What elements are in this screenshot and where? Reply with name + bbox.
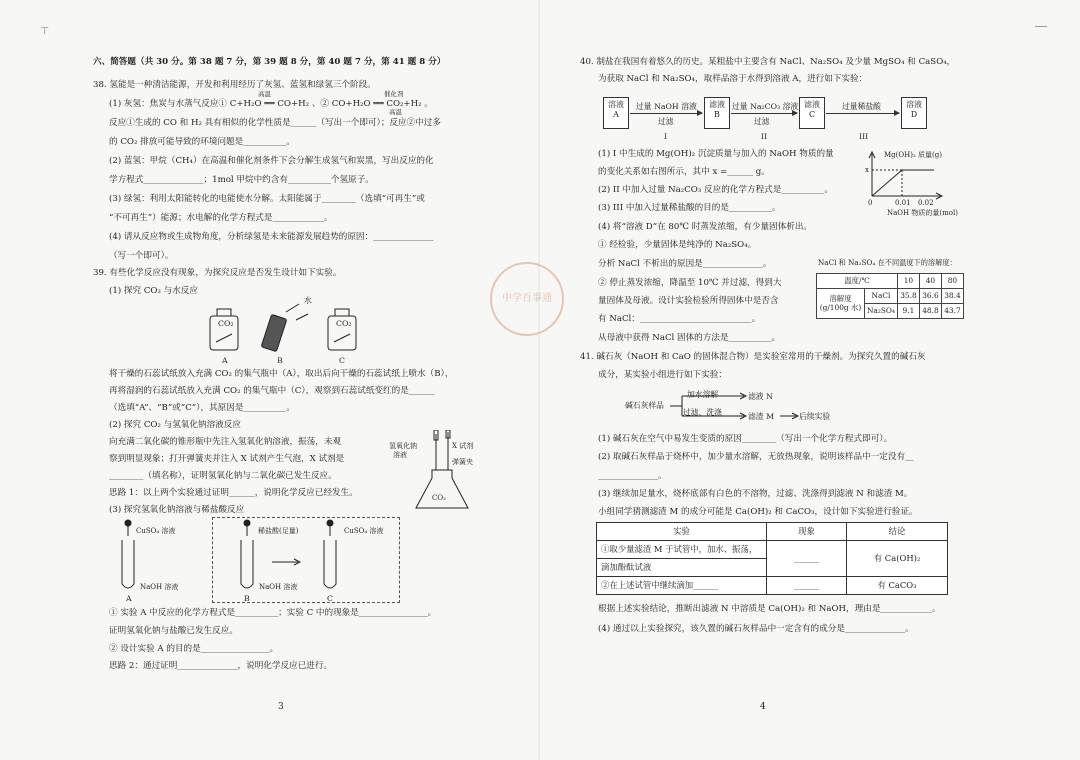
table-cell: 9.1 bbox=[897, 304, 919, 319]
q40-line: 分析 NaCl 不析出的原因是______________。 bbox=[598, 259, 772, 269]
flow-box-text: D bbox=[910, 110, 918, 119]
q40-line: 从母液中获得 NaCl 固体的方法是__________。 bbox=[598, 333, 781, 343]
flow-box-text: 溶液 bbox=[608, 100, 624, 109]
flow-arrow bbox=[731, 113, 797, 114]
q39-line: ① 实验 A 中反应的化学方程式是__________；实验 C 中的现象是________________。 bbox=[109, 608, 437, 618]
q41-line: (3) 继续加足量水，烧杯底部有白色的不溶物，过滤、洗涤得到滤液 N 和滤渣 M。 bbox=[598, 489, 913, 499]
q41-line: 成分，某实验小组进行如下实验： bbox=[598, 370, 727, 380]
q38-line: (1) 灰氢：焦炭与水蒸气反应① C+H₂O ══ CO+H₂ 、② CO+H₂O ══ CO₂+H₂ 。 bbox=[109, 99, 433, 109]
table-cell-text: (g/100g 水) bbox=[819, 302, 862, 312]
flow-step-number: I bbox=[664, 132, 668, 141]
flask-label: 溶液 bbox=[393, 451, 407, 459]
q38-condition: 高温 bbox=[258, 90, 271, 98]
apparatus-label: C bbox=[339, 356, 345, 365]
q40-line: (1) I 中生成的 Mg(OH)₂ 沉淀质量与加入的 NaOH 物质的量 bbox=[598, 149, 834, 159]
tube-label: 稀盐酸(足量) bbox=[258, 527, 299, 535]
table-cell-text: 溶解度 bbox=[829, 293, 852, 303]
q41-line: (4) 通过以上实验探究，该久置的碱石灰样品中一定含有的成分是______________。 bbox=[598, 624, 914, 634]
table-cell: 温度/℃ bbox=[817, 274, 898, 289]
q40-line: 有 NaCl：__________________________。 bbox=[598, 314, 761, 324]
flow-step: 过滤 bbox=[754, 117, 770, 126]
q38-condition: 催化剂 bbox=[384, 90, 404, 98]
flow2-filtrate: 滤液 N bbox=[748, 392, 773, 401]
flow-box-text: 滤液 bbox=[709, 100, 725, 109]
q41-line: (1) 碱石灰在空气中易发生变质的原因________（写出一个化学方程式即可）。 bbox=[598, 434, 893, 444]
table-header: 结论 bbox=[847, 523, 948, 541]
gas-jar-c bbox=[328, 309, 356, 350]
q40-line: 40. 制盐在我国有着悠久的历史。某粗盐中主要含有 NaCl、Na₂SO₄ 及少量 MgSO₄ 和 CaSO₄， bbox=[580, 57, 956, 67]
table-cell: 滴加酚酞试液 bbox=[597, 559, 767, 577]
q38-line: 38. 氢能是一种清洁能源，开发和利用经历了灰氢、蓝氢和绿氢三个阶段。 bbox=[93, 80, 376, 90]
table-cell bbox=[817, 289, 865, 319]
q41-line: 根据上述实验结论，推断出滤液 N 中溶质是 Ca(OH)₂ 和 NaOH，理由是____________。 bbox=[598, 604, 941, 614]
flow-reagent: 过量 Na₂CO₃ 溶液 bbox=[732, 102, 799, 111]
table-cell: 80 bbox=[941, 274, 963, 289]
section-title: 六、简答题（共 30 分。第 38 题 7 分，第 39 题 8 分，第 40 题 7 分，第 41 题 8 分） bbox=[93, 57, 446, 67]
flask-label: X 试剂 bbox=[452, 442, 474, 450]
q41-line: 小组同学猜测滤渣 M 的成分可能是 Ca(OH)₂ 和 CaCO₃，设计如下实验进行验证。 bbox=[598, 507, 918, 517]
table-cell: 有 Ca(OH)₂ bbox=[847, 541, 948, 577]
flow2-step: 过滤、洗涤 bbox=[683, 408, 722, 417]
q41-line: ______________。 bbox=[598, 471, 667, 481]
q38-line: “不可再生”）能源；水电解的化学方程式是____________。 bbox=[109, 213, 333, 223]
q38-line: 的 CO₂ 排放可能导致的环境问题是__________。 bbox=[109, 137, 295, 147]
table-cell: 43.7 bbox=[941, 304, 963, 319]
apparatus-label: A bbox=[222, 356, 228, 365]
page-number: 4 bbox=[760, 702, 766, 712]
table-header-row bbox=[597, 523, 948, 541]
q39-line: 思路 1：以上两个实验通过证明______，说明化学反应已经发生。 bbox=[109, 488, 358, 498]
q39-line: (2) 探究 CO₂ 与氢氧化钠溶液反应 bbox=[109, 420, 241, 430]
tube-label: CuSO₄ 溶液 bbox=[344, 527, 384, 535]
graph-xtick: 0 bbox=[868, 199, 873, 207]
q40-line: ② 停止蒸发浓缩，降温至 10℃ 并过滤，得到大 bbox=[598, 278, 782, 288]
flow-reagent: 过量 NaOH 溶液 bbox=[636, 102, 697, 111]
page-number: 3 bbox=[278, 702, 284, 712]
q39-line: 察到明显现象；打开弹簧夹并注入 X 试剂产生气泡，X 试剂是 bbox=[109, 454, 345, 464]
q38-line: (3) 绿氢：利用太阳能转化的电能使水分解。太阳能属于________（选填“可再生”或 bbox=[109, 194, 425, 204]
flow-box-text: A bbox=[613, 110, 619, 119]
tube-label: A bbox=[126, 594, 132, 603]
q39-line: （选填“A”、“B”或“C”），其原因是__________。 bbox=[109, 403, 295, 413]
q39-line: ② 设计实验 A 的目的是________________。 bbox=[109, 644, 279, 654]
flow-box-b bbox=[704, 97, 730, 129]
tube-label: CuSO₄ 溶液 bbox=[136, 527, 176, 535]
flow-box-text: 溶液 bbox=[906, 100, 922, 109]
q39-line: 思路 2：通过证明______________，说明化学反应已进行。 bbox=[109, 661, 333, 671]
q38-line: 学方程式______________；1mol 甲烷中约含有__________个氢原子。 bbox=[109, 175, 374, 185]
watermark-text: 中学百事通 bbox=[502, 293, 552, 304]
spray-bottle bbox=[261, 304, 308, 352]
table-cell: ②在上述试管中继续滴加______ bbox=[597, 577, 767, 595]
table-cell: 10 bbox=[897, 274, 919, 289]
q39-line: (3) 探究氢氧化钠溶液与稀盐酸反应 bbox=[109, 505, 245, 515]
q41-line: 41. 碱石灰（NaOH 和 CaO 的固体混合物）是实验室常用的干燥剂。为探究久置的碱石灰 bbox=[580, 352, 926, 362]
q40-line: 量固体及母液。设计实验检验所得固体中是否含 bbox=[598, 296, 779, 306]
graph-ylabel: Mg(OH)₂ 质量(g) bbox=[884, 151, 942, 159]
tube-label: NaOH 溶液 bbox=[259, 583, 298, 591]
tube-label: C bbox=[327, 594, 333, 603]
apparatus-label: 水 bbox=[304, 296, 312, 305]
graph-rise bbox=[872, 170, 902, 196]
q38-line: (4) 请从反应物或生成物角度，分析绿氢是未来能源发展趋势的原因：______________ bbox=[109, 232, 434, 242]
graph-xtick: 0.02 bbox=[918, 199, 934, 207]
flow-step-number: II bbox=[761, 132, 768, 141]
table-cell: 36.6 bbox=[919, 289, 941, 304]
flow2-step: 加水溶解 bbox=[687, 390, 719, 399]
q40-line: 的变化关系如右图所示，其中 x =______ g。 bbox=[598, 167, 770, 177]
solubility-caption: NaCl 和 Na₂SO₄ 在不同温度下的溶解度： bbox=[818, 258, 957, 267]
apparatus-label: CO₂ bbox=[218, 319, 234, 328]
flow-box-text: B bbox=[714, 110, 720, 119]
flow-box-c bbox=[799, 97, 825, 129]
table-row bbox=[597, 577, 948, 595]
q39-line: 将干燥的石蕊试纸放入充满 CO₂ 的集气瓶中（A），取出后向干燥的石蕊试纸上喷水（B）， bbox=[109, 369, 454, 379]
q39-line: 证明氢氧化钠与盐酸已发生反应。 bbox=[109, 626, 238, 636]
flask-label: CO₂ bbox=[432, 494, 446, 502]
q40-line: ① 经检验，少量固体是纯净的 Na₂SO₄。 bbox=[598, 240, 757, 250]
table-cell: ①取少量滤渣 M 于试管中，加水、振荡， bbox=[597, 541, 767, 559]
flask-label: 弹簧夹 bbox=[452, 458, 473, 466]
q38-line: 反应①生成的 CO 和 H₂ 具有相似的化学性质是______（写出一个即可）；反应②中过多 bbox=[109, 118, 441, 128]
flow2-sample: 碱石灰样品 bbox=[625, 401, 664, 410]
table-row bbox=[817, 274, 964, 289]
table-cell: 38.4 bbox=[941, 289, 963, 304]
flow-box-text: 滤液 bbox=[804, 100, 820, 109]
q38-condition: 高温 bbox=[389, 108, 402, 116]
apparatus-label: B bbox=[277, 356, 283, 365]
q38-line: （写一个即可）。 bbox=[109, 251, 174, 261]
q40-line: (4) 将“溶液 D”在 80℃ 时蒸发浓缩，有少量固体析出。 bbox=[598, 222, 813, 232]
watermark-stamp bbox=[490, 262, 564, 336]
graph-xlabel: NaOH 物质的量(mol) bbox=[887, 209, 958, 217]
flow-arrow bbox=[826, 113, 899, 114]
flow-step-number: III bbox=[859, 132, 869, 141]
flow-box-text: C bbox=[808, 110, 816, 119]
experiment-table bbox=[596, 522, 948, 595]
table-cell: 40 bbox=[919, 274, 941, 289]
q39-line: 39. 有些化学反应没有现象，为探究反应是否发生设计如下实验。 bbox=[93, 268, 342, 278]
table-cell: NaCl bbox=[865, 289, 898, 304]
q41-line: (2) 取碱石灰样品于烧杯中，加少量水溶解，无放热现象，说明该样品中一定没有__ bbox=[598, 452, 914, 462]
flow-arrow bbox=[630, 113, 702, 114]
table-cell: 有 CaCO₃ bbox=[847, 577, 948, 595]
q39-line: (1) 探究 CO₂ 与水反应 bbox=[109, 286, 198, 296]
tube-label: B bbox=[244, 594, 250, 603]
graph-xtick: 0.01 bbox=[895, 199, 911, 207]
q39-line: 向充满二氧化碳的锥形瓶中先注入氢氧化钠溶液，振荡，未观 bbox=[109, 437, 342, 447]
table-cell: ______ bbox=[767, 541, 847, 577]
flow2-residue: 滤渣 M bbox=[748, 412, 775, 421]
flask-label: 氢氧化钠 bbox=[389, 442, 417, 450]
table-cell: Na₂SO₄ bbox=[865, 304, 898, 319]
tube-label: NaOH 溶液 bbox=[140, 583, 179, 591]
q40-line: (2) II 中加入过量 Na₂CO₃ 反应的化学方程式是__________。 bbox=[598, 185, 833, 195]
table-row bbox=[597, 541, 948, 559]
table-cell: ______ bbox=[767, 577, 847, 595]
flow-reagent: 过量稀盐酸 bbox=[842, 102, 881, 111]
flow-step: 过滤 bbox=[658, 117, 674, 126]
q38-line: (2) 蓝氢：甲烷（CH₄）在高温和催化剂条件下会分解生成氢气和炭黑，写出反应的化 bbox=[109, 156, 434, 166]
flow2-next: 后续实验 bbox=[799, 412, 831, 421]
corner-mark bbox=[1035, 26, 1047, 27]
graph-ytick: x bbox=[865, 166, 869, 174]
table-cell: 35.8 bbox=[897, 289, 919, 304]
apparatus-label: CO₂ bbox=[336, 319, 352, 328]
flow-box-a bbox=[603, 97, 629, 129]
table-header: 现象 bbox=[767, 523, 847, 541]
q39-line: ________（填名称），证明氢氧化钠与二氧化碳已发生反应。 bbox=[109, 471, 337, 481]
q39-line: 再将湿润的石蕊试纸放入充满 CO₂ 的集气瓶中（C），观察到石蕊试纸变红的是______ bbox=[109, 386, 435, 396]
page-right bbox=[502, 0, 1080, 760]
table-row bbox=[817, 289, 964, 304]
table-header: 实验 bbox=[597, 523, 767, 541]
corner-mark: ⊤ bbox=[40, 26, 50, 37]
gas-jar-a bbox=[210, 309, 238, 350]
q40-line: 为获取 NaCl 和 Na₂SO₄，取样品溶于水得到溶液 A，进行如下实验： bbox=[598, 74, 868, 84]
solubility-table bbox=[816, 273, 964, 319]
flow-box-d bbox=[901, 97, 927, 129]
table-cell: 48.8 bbox=[919, 304, 941, 319]
q40-line: (3) III 中加入过量稀盐酸的目的是__________。 bbox=[598, 203, 781, 213]
